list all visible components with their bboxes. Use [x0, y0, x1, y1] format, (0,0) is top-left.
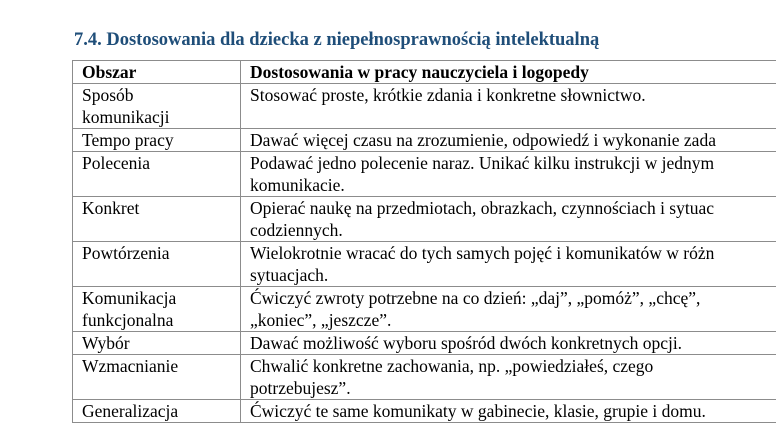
adaptation-text-line: Stosować proste, krótkie zdania i konkretne słownictwo. — [250, 85, 646, 105]
adaptation-text-line: komunikacie. — [250, 175, 345, 195]
area-text-line: Wzmacnianie — [82, 356, 179, 376]
adaptation-text-line: Dawać więcej czasu na zrozumienie, odpowiedź i wykonanie zada — [250, 130, 716, 150]
table-body — [73, 84, 776, 423]
adaptation-text-line: Chwalić konkretne zachowania, np. „powiedziałeś, czego — [250, 356, 654, 376]
column-header-adaptations: Dostosowania w pracy nauczyciela i logopedy — [241, 61, 776, 84]
area-text-line: Generalizacja — [82, 401, 179, 421]
area-cell — [73, 129, 241, 152]
adaptation-cell — [241, 242, 776, 287]
area-text-line: komunikacji — [82, 107, 170, 127]
table-row — [73, 355, 776, 400]
area-cell — [73, 84, 241, 129]
adaptation-cell — [241, 287, 776, 332]
adaptation-cell — [241, 129, 776, 152]
adaptation-text-line: codziennych. — [250, 220, 343, 240]
table-row — [73, 197, 776, 242]
area-text-line: Powtórzenia — [82, 243, 170, 263]
table-row — [73, 242, 776, 287]
section-heading: 7.4. Dostosowania dla dziecka z niepełnosprawnością intelektualną — [74, 30, 600, 50]
area-cell — [73, 287, 241, 332]
adaptation-text-line: „koniec”, „jeszcze”. — [250, 310, 392, 330]
adaptation-text-line: Ćwiczyć zwroty potrzebne na co dzień: „daj”, „pomóż”, „chcę”, — [250, 288, 701, 308]
area-text-line: Polecenia — [82, 153, 151, 173]
adaptation-cell — [241, 355, 776, 400]
adaptation-text-line: potrzebujesz”. — [250, 378, 351, 398]
table-row — [73, 332, 776, 355]
adaptation-cell — [241, 197, 776, 242]
adaptation-cell — [241, 332, 776, 355]
area-text-line: Wybór — [82, 333, 130, 353]
table-row — [73, 129, 776, 152]
table-row — [73, 400, 776, 423]
area-text-line: Konkret — [82, 198, 140, 218]
adaptation-cell — [241, 84, 776, 129]
area-cell — [73, 197, 241, 242]
area-text-line: Tempo pracy — [82, 130, 174, 150]
adaptation-cell — [241, 152, 776, 197]
adaptation-text-line: sytuacjach. — [250, 265, 329, 285]
adaptation-cell — [241, 400, 776, 423]
adaptation-text-line: Podawać jedno polecenie naraz. Unikać kilku instrukcji w jednym — [250, 153, 715, 173]
column-header-area: Obszar — [73, 61, 241, 84]
area-cell — [73, 242, 241, 287]
area-cell — [73, 355, 241, 400]
table-row — [73, 287, 776, 332]
adaptation-text-line: Opierać naukę na przedmiotach, obrazkach, czynnościach i sytuac — [250, 198, 715, 218]
adaptation-text-line: Dawać możliwość wyboru spośród dwóch konkretnych opcji. — [250, 333, 683, 353]
area-text-line: Komunikacja — [82, 288, 177, 308]
adaptation-text-line: Wielokrotnie wracać do tych samych pojęć i komunikatów w różn — [250, 243, 715, 263]
area-cell — [73, 152, 241, 197]
area-text-line: funkcjonalna — [82, 310, 174, 330]
adaptations-table-container — [72, 60, 776, 435]
table-header-row — [73, 61, 776, 84]
area-cell — [73, 332, 241, 355]
adaptation-text-line: Ćwiczyć te same komunikaty w gabinecie, klasie, grupie i domu. — [250, 401, 706, 421]
adaptations-table — [72, 60, 776, 423]
area-text-line: Sposób — [82, 85, 134, 105]
table-row — [73, 152, 776, 197]
table-row — [73, 84, 776, 129]
area-cell — [73, 400, 241, 423]
